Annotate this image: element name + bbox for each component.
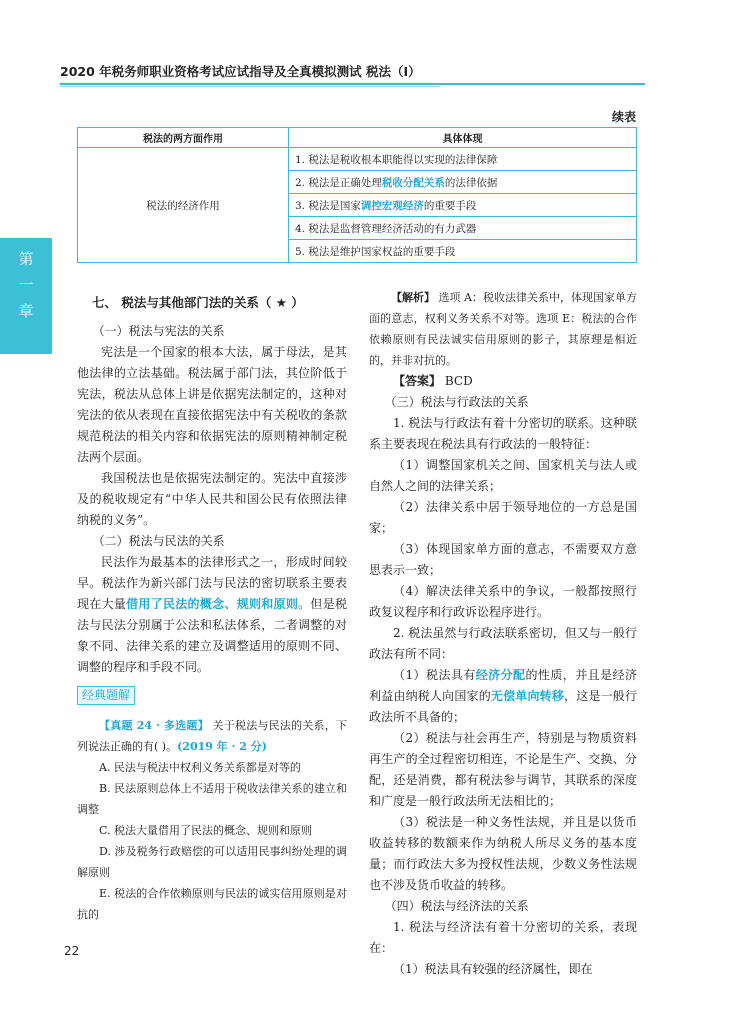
exam-question: [77, 715, 347, 925]
chapter-side-tab: 第 一 章: [0, 238, 52, 354]
header-rule: [60, 83, 645, 85]
paragraph: （2）法律关系中居于领导地位的一方总是国家；: [369, 500, 637, 535]
table-row: 4. 税法是监督管理经济活动的有力武器: [289, 217, 637, 240]
table-header-detail: 具体体现: [289, 128, 637, 148]
left-column: [77, 292, 347, 925]
page-number: 22: [64, 944, 80, 958]
paragraph: 宪法是一个国家的根本大法，属于母法，是其他法律的立法基础。税法属于部门法，其位阶低于宪法，税法从总体上讲是依据宪法制定的，这种对宪法的依从表现在直接依据宪法中有关税收的条款规范税法的相关内容和依据宪法的原则精神制定税法两个层面。: [77, 345, 347, 464]
table-row: 1. 税法是税收根本职能得以实现的法律保障: [289, 148, 637, 171]
paragraph: （1）调整国家机关之间、国家机关与法人或自然人之间的法律关系；: [369, 458, 637, 493]
paragraph: 1. 税法与行政法有着十分密切的联系。这种联系主要表现在税法具有行政法的一般特征：: [369, 416, 637, 451]
section-heading: 七、 税法与其他部门法的关系（ ★ ）: [92, 295, 304, 310]
paragraph: （1）税法具有经济分配的性质，并且是经济利益由纳税人向国家的无偿单向转移，这是一般行政法所不具备的；: [369, 668, 637, 724]
option: B. 民法原则总体上不适用于税收法律关系的建立和调整: [77, 782, 347, 816]
paragraph: 2. 税法虽然与行政法联系密切，但又与一般行政法有所不同：: [369, 626, 637, 661]
paragraph: （1）税法具有较强的经济属性，即在: [393, 962, 593, 976]
explanation: 【解析】 选项 A：税收法律关系中，体现国家单方面的意志，权利义务关系不对等。选项 E：税法的合作依赖原则有民法诚实信用原则的影子，其原理是相近的，并非对抗的。: [369, 291, 637, 367]
header-rule-light: [60, 86, 440, 87]
table-left-cell: 税法的经济作用: [78, 148, 289, 263]
option: A. 民法与税法中权利义务关系都是对等的: [99, 761, 301, 774]
paragraph: （3）税法是一种义务性法规，并且是以货币收益转移的数额来作为纳税人所尽义务的基本度量；而行政法大多为授权性法规，少数义务性法规也不涉及货币收益的转移。: [369, 815, 637, 892]
option: D. 涉及税务行政赔偿的可以适用民事纠纷处理的调解原则: [77, 845, 347, 879]
paragraph: 我国税法也是依据宪法制定的。宪法中直接涉及的税收规定有“中华人民共和国公民有依照法律纳税的义务”。: [77, 471, 347, 527]
paragraph: （3）体现国家单方面的意志，不需要双方意思表示一致；: [369, 542, 637, 577]
answer: 【答案】 BCD: [393, 374, 473, 388]
question-stem: 【真题 24 · 多选题】 关于税法与民法的关系，下列说法正确的有( )。(2019 年 · 2 分): [77, 719, 347, 753]
tax-function-table: [77, 127, 637, 263]
table-header-function: 税法的两方面作用: [78, 128, 289, 148]
paragraph: （4）解决法律关系中的争议，一般都按照行政复议程序和行政诉讼程序进行。: [369, 584, 637, 619]
running-header: 2020 年税务师职业资格考试应试指导及全真模拟测试 税法（Ⅰ）: [60, 64, 421, 79]
subsection-title: （四）税法与经济法的关系: [384, 899, 529, 913]
paragraph: 1. 税法与经济法有着十分密切的关系，表现在：: [369, 920, 637, 955]
subsection-title: （二）税法与民法的关系: [92, 534, 225, 548]
table-row: 2. 税法是正确处理税收分配关系的法律依据: [289, 171, 637, 194]
continued-label: 续表: [611, 110, 636, 124]
subsection-title: （一）税法与宪法的关系: [92, 324, 225, 338]
option: C. 税法大量借用了民法的概念、规则和原则: [99, 824, 313, 837]
subsection-title: （三）税法与行政法的关系: [384, 395, 529, 409]
paragraph: （2）税法与社会再生产，特别是与物质资料再生产的全过程密切相连，不论是生产、交换、分配，还是消费，都有税法参与调节，其联系的深度和广度是一般行政法所无法相比的；: [369, 731, 637, 808]
example-badge: 经典题解: [77, 686, 135, 705]
option: E. 税法的合作依赖原则与民法的诚实信用原则是对抗的: [77, 887, 347, 921]
paragraph: 民法作为最基本的法律形式之一，形成时间较早。税法作为新兴部门法与民法的密切联系主要表现在大量借用了民法的概念、规则和原则。但是税法与民法分别属于公法和私法体系，二者调整的对象不同、法律关系的建立及调整适用的原则不同、调整的程序和手段不同。: [77, 555, 347, 674]
table-row: 5. 税法是维护国家权益的重要手段: [289, 240, 637, 263]
table-row: 3. 税法是国家调控宏观经济的重要手段: [289, 194, 637, 217]
right-column: [369, 287, 637, 980]
